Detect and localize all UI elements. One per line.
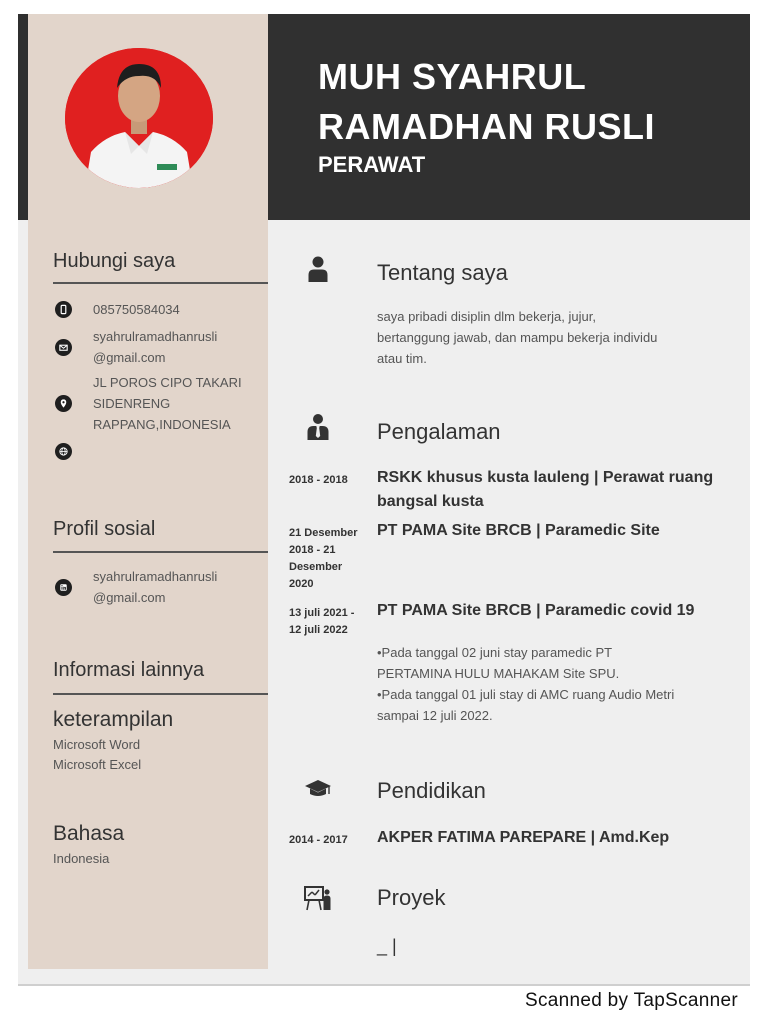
contact-address — [55, 372, 242, 435]
person-icon — [304, 254, 332, 282]
entry-line: bangsal kusta — [377, 493, 484, 510]
globe-icon — [55, 443, 72, 460]
phone-icon — [55, 301, 72, 318]
contact-phone — [55, 299, 180, 320]
other-info-title: Informasi lainnya — [53, 659, 205, 681]
detail-line: •Pada tanggal 02 juni stay paramedic PT — [377, 645, 613, 660]
profile-photo — [65, 48, 213, 188]
linkedin-line-1: syahrulramadhanrusli — [93, 569, 218, 584]
phone-number[interactable]: 085750584034 — [93, 302, 180, 317]
experience-date — [289, 605, 369, 639]
experience-date — [289, 472, 369, 489]
linkedin-icon — [55, 579, 72, 596]
about-title: Tentang saya — [377, 260, 508, 285]
left-edge-bar — [18, 14, 28, 220]
address-line-2: SIDENRENG — [93, 396, 171, 411]
experience-entry — [377, 599, 742, 623]
experience-entry — [377, 519, 742, 543]
name-line-2: RAMADHAN RUSLI — [318, 106, 655, 147]
detail-line: sampai 12 juli 2022. — [377, 708, 493, 723]
detail-line: PERTAMINA HULU MAHAKAM Site SPU. — [377, 666, 620, 681]
address-line-1: JL POROS CIPO TAKARI — [93, 375, 242, 390]
skills-title: keterampilan — [53, 708, 174, 731]
detail-line: •Pada tanggal 01 juli stay di AMC ruang Audio Metri — [377, 687, 675, 702]
entry-line: PT PAMA Site BRCB | Paramedic Site — [377, 522, 660, 539]
sidebar — [28, 14, 268, 969]
contact-website — [55, 443, 93, 460]
education-entry — [377, 826, 742, 850]
address-text — [93, 372, 242, 435]
email-line-2: @gmail.com — [93, 350, 166, 365]
experience-title: Pengalaman — [377, 419, 501, 444]
other-info-divider — [53, 693, 268, 695]
header — [268, 14, 750, 220]
email-icon — [55, 339, 72, 356]
email-line-1: syahrulramadhanrusli — [93, 329, 218, 344]
resume-page — [18, 14, 750, 986]
experience-entry — [377, 466, 742, 514]
date-line: 12 juli 2022 — [289, 624, 348, 636]
education-date — [289, 832, 369, 849]
projects-value: _ | — [377, 936, 397, 956]
scanner-footer: Scanned by TapScanner — [525, 990, 738, 1011]
social-title: Profil sosial — [53, 518, 156, 540]
entry-line: RSKK khusus kusta lauleng | Perawat ruang — [377, 469, 714, 486]
language-title: Bahasa — [53, 822, 125, 845]
date-line: 2018 - 2018 — [289, 474, 348, 486]
profile-photo-image — [65, 48, 213, 188]
about-line: atau tim. — [377, 351, 427, 366]
graduation-cap-icon — [304, 774, 332, 802]
address-line-3: RAPPANG,INDONESIA — [93, 417, 231, 432]
projects-title: Proyek — [377, 885, 446, 910]
social-divider — [53, 551, 268, 553]
about-line: bertanggung jawab, dan mampu bekerja individu — [377, 330, 658, 345]
entry-line: AKPER FATIMA PAREPARE | Amd.Kep — [377, 829, 670, 846]
skill-item: Microsoft Word — [53, 737, 141, 752]
date-line: 2020 — [289, 578, 314, 590]
social-linkedin — [55, 566, 217, 608]
about-text — [377, 306, 742, 369]
email-address[interactable] — [93, 326, 217, 368]
about-line: saya pribadi disiplin dlm bekerja, jujur, — [377, 309, 596, 324]
experience-details — [377, 642, 747, 726]
date-line: 2018 - 21 — [289, 544, 336, 556]
contact-email — [55, 326, 217, 368]
skill-item: Microsoft Excel — [53, 757, 142, 772]
name-line-1: MUH SYAHRUL — [318, 56, 587, 97]
date-line: 2014 - 2017 — [289, 834, 348, 846]
businessman-icon — [304, 412, 332, 440]
linkedin-line-2: @gmail.com — [93, 590, 166, 605]
contact-title: Hubungi saya — [53, 250, 176, 272]
main-content — [268, 220, 750, 986]
contact-divider — [53, 282, 268, 284]
presentation-icon — [304, 884, 332, 912]
date-line: Desember — [289, 561, 343, 573]
experience-date — [289, 525, 369, 593]
person-name — [318, 52, 738, 152]
linkedin-text[interactable] — [93, 566, 217, 608]
job-title: PERAWAT — [318, 152, 426, 177]
language-item: Indonesia — [53, 851, 110, 866]
date-line: 21 Desember — [289, 527, 358, 539]
education-title: Pendidikan — [377, 778, 486, 803]
location-pin-icon — [55, 395, 72, 412]
date-line: 13 juli 2021 - — [289, 607, 355, 619]
entry-line: PT PAMA Site BRCB | Paramedic covid 19 — [377, 602, 695, 619]
